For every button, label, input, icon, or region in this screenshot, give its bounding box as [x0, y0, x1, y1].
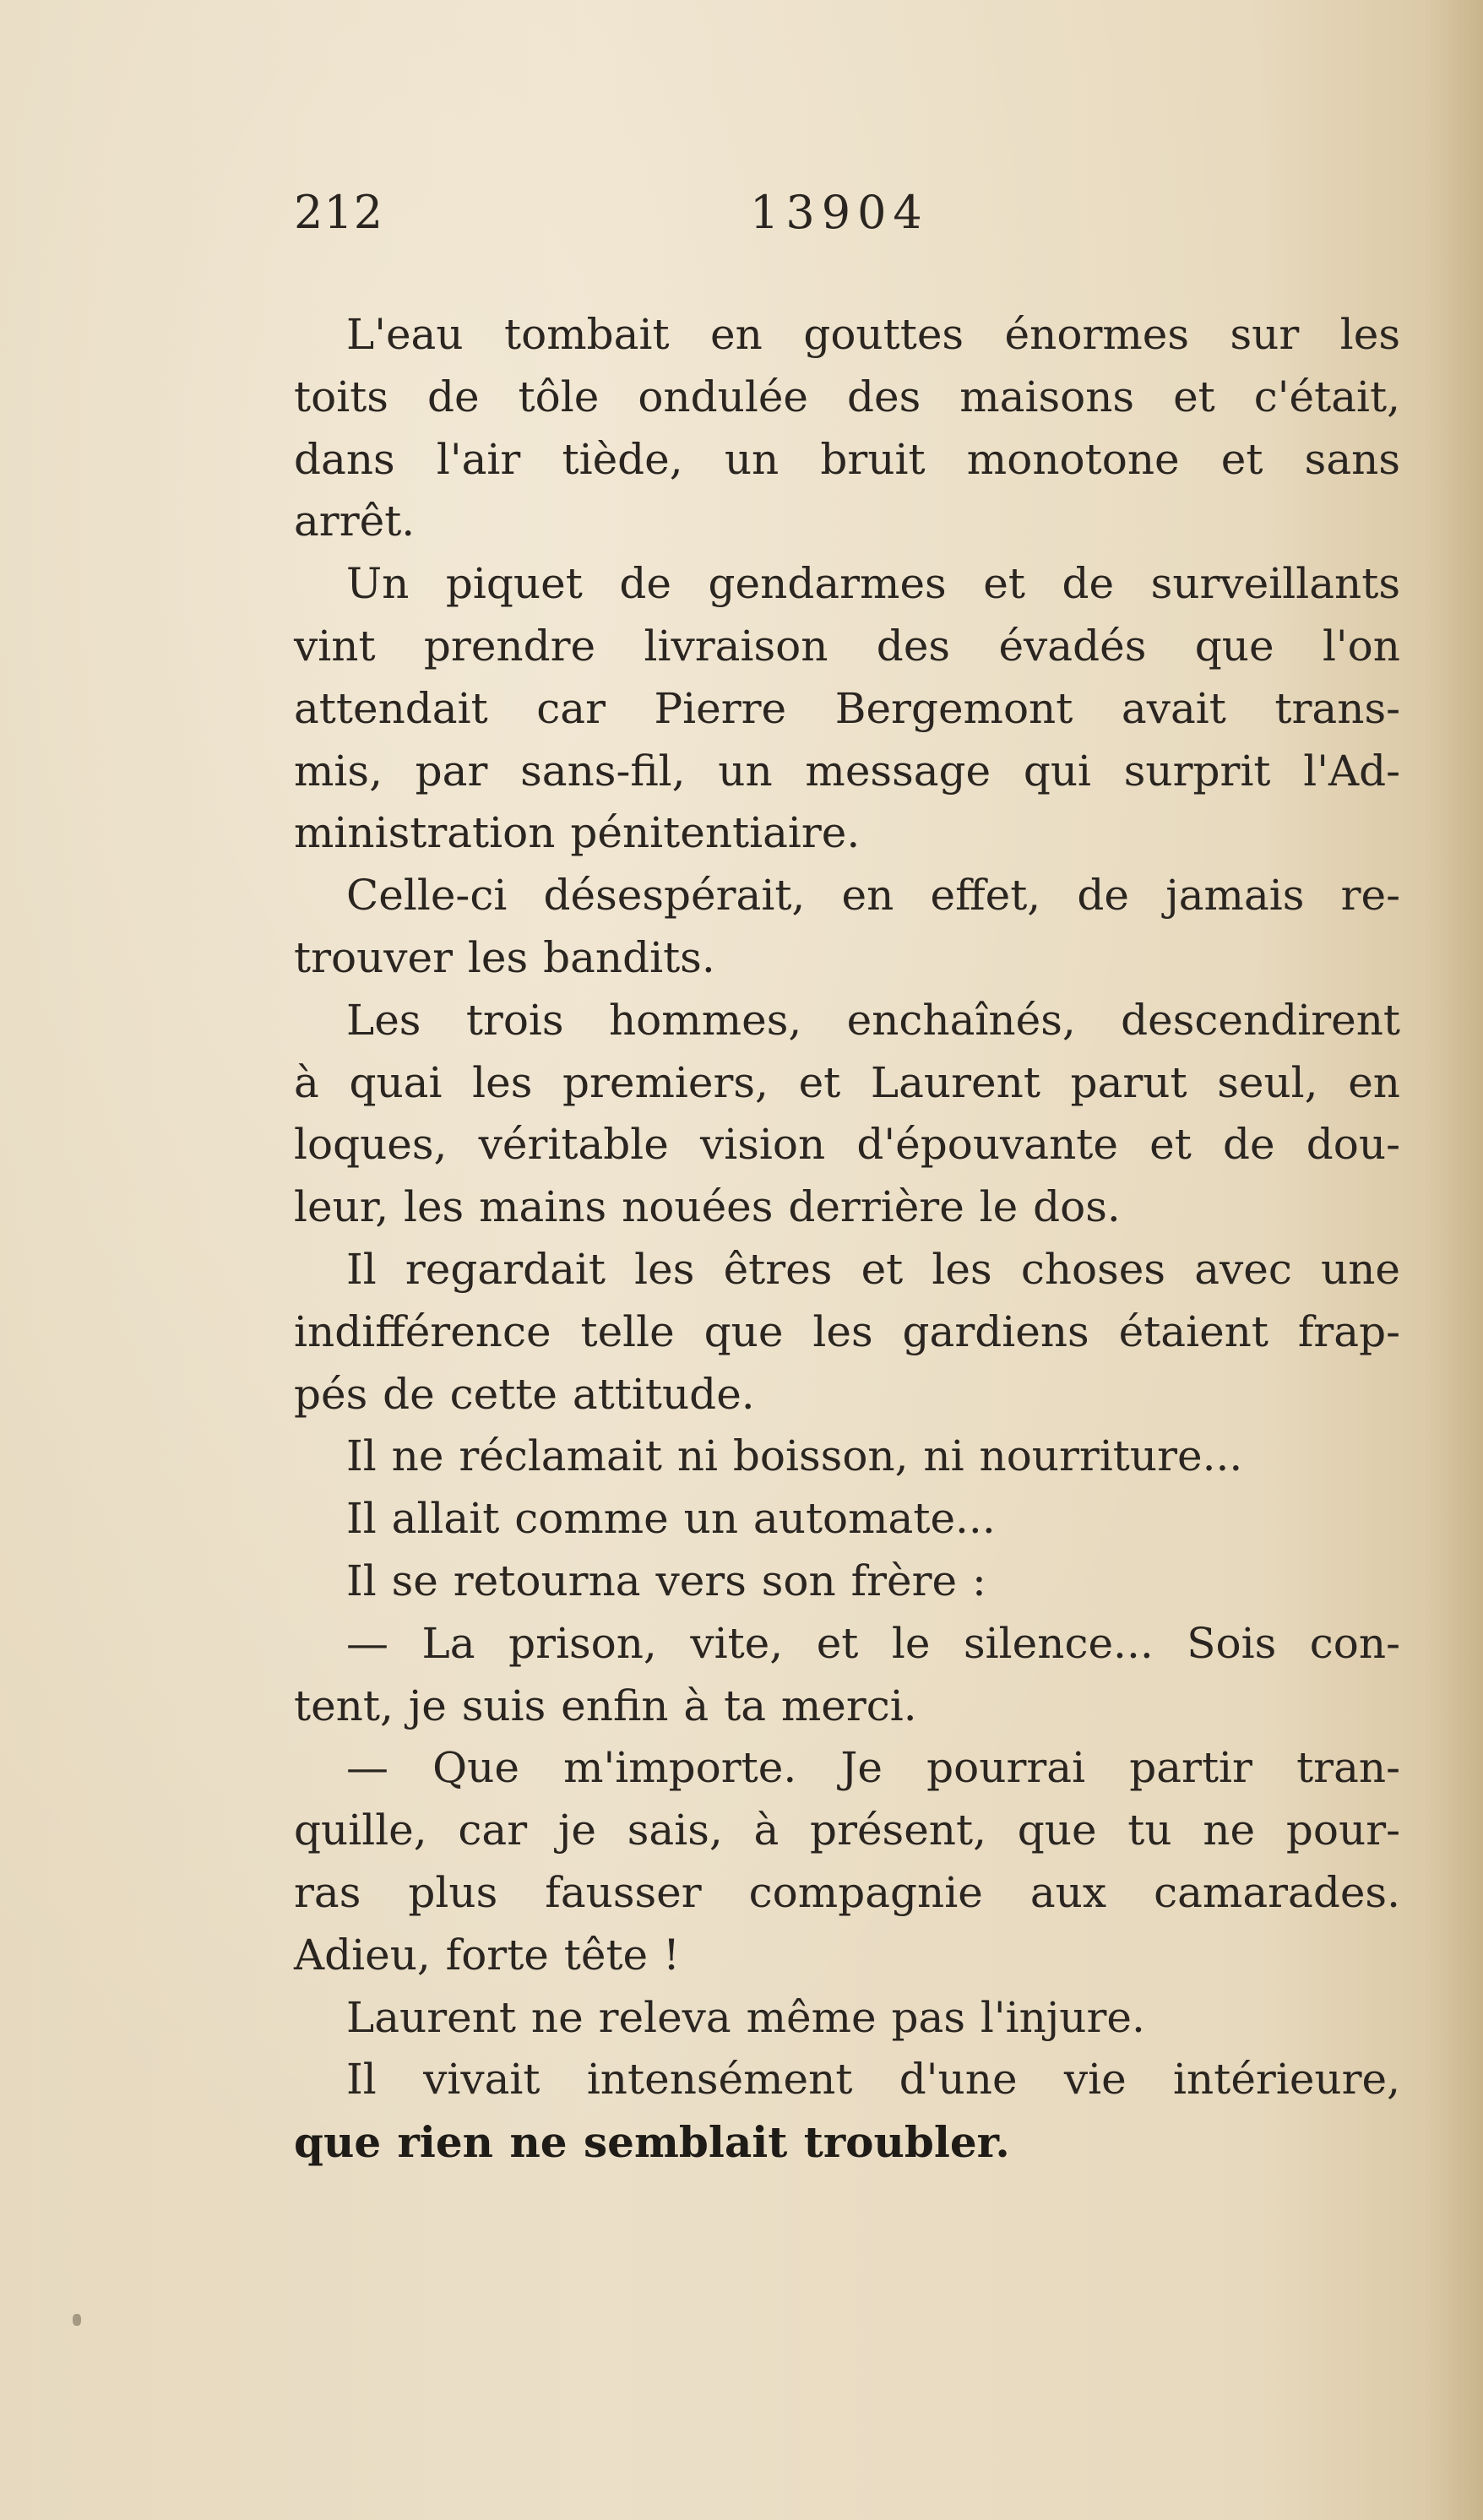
page-number: 212 [294, 186, 384, 239]
text-line: Un piquet de gendarmes et de surveillants [346, 559, 1400, 609]
text-line: Il vivait intensément d'une vie intérieure, [346, 2055, 1400, 2105]
text-line: pés de cette attitude. [294, 1369, 755, 1419]
text-line: toits de tôle ondulée des maisons et c'était, [294, 372, 1400, 421]
text-line: dans l'air tiède, un bruit monotone et sans [294, 434, 1400, 484]
text-line: arrêt. [294, 497, 416, 546]
text-line: que rien ne semblait troubler. [294, 2117, 1010, 2168]
text-line: quille, car je sais, à présent, que tu ne pour- [294, 1806, 1400, 1855]
text-line: Adieu, forte tête ! [294, 1930, 681, 1980]
text-line: Les trois hommes, enchaînés, descendirent [346, 995, 1400, 1045]
text-line: mis, par sans-fil, un message qui surprit l'Ad- [294, 746, 1400, 796]
text-line: Laurent ne releva même pas l'injure. [346, 1992, 1145, 2042]
text-line: — La prison, vite, et le silence... Sois con- [346, 1618, 1400, 1668]
text-line: Il se retourna vers son frère : [346, 1556, 986, 1605]
text-line: attendait car Pierre Bergemont avait trans- [294, 683, 1400, 733]
ink-speck [73, 2314, 81, 2326]
text-line: Il ne réclamait ni boisson, ni nourriture... [346, 1431, 1243, 1481]
text-line: tent, je suis enfin à ta merci. [294, 1681, 917, 1730]
text-line: Celle-ci désespérait, en effet, de jamais re- [346, 871, 1400, 921]
text-line: leur, les mains nouées derrière le dos. [294, 1182, 1121, 1232]
text-line: loques, véritable vision d'épouvante et de dou- [294, 1120, 1400, 1170]
text-line: ministration pénitentiaire. [294, 808, 861, 858]
text-line: — Que m'importe. Je pourrai partir tran- [346, 1743, 1400, 1793]
text-line: Il allait comme un automate... [346, 1494, 996, 1544]
text-line: vint prendre livraison des évadés que l'on [294, 621, 1400, 671]
text-line: à quai les premiers, et Laurent parut seul, en [294, 1057, 1400, 1107]
running-title: 13904 [750, 186, 929, 239]
text-line: ras plus fausser compagnie aux camarades. [294, 1867, 1400, 1917]
text-line: Il regardait les êtres et les choses avec une [346, 1244, 1400, 1294]
text-line: trouver les bandits. [294, 932, 715, 982]
page-header [294, 186, 1400, 253]
text-line: indifférence telle que les gardiens étaient frap- [294, 1306, 1400, 1356]
text-line: L'eau tombait en gouttes énormes sur les [346, 310, 1400, 359]
body-text [294, 304, 1400, 2174]
